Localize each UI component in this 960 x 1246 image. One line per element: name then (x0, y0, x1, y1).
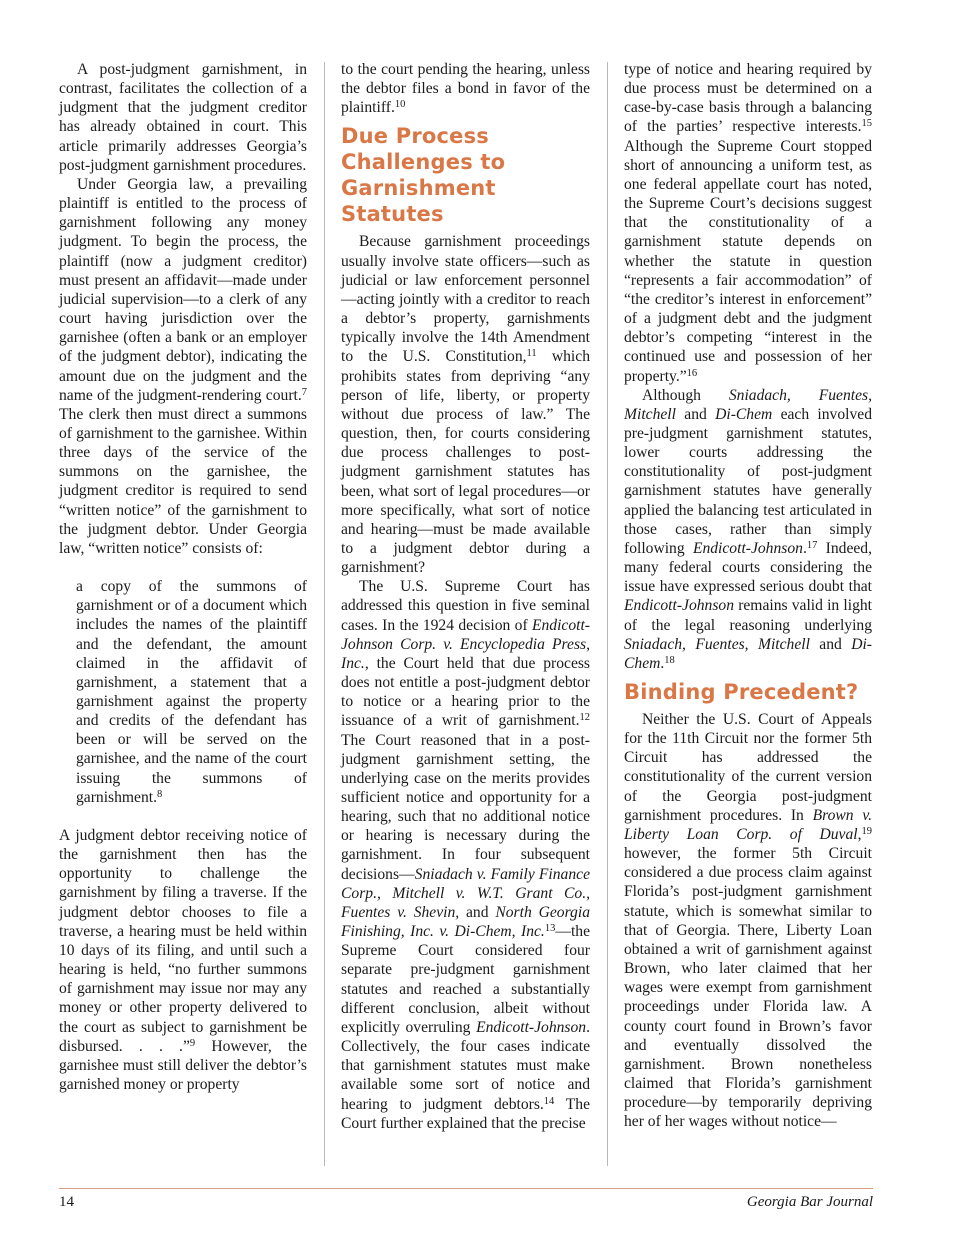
footnote-ref: 15 (861, 118, 872, 130)
column-divider (324, 62, 325, 1166)
paragraph: Neither the U.S. Court of Appeals for the 11th Circuit nor the former 5th Circuit has addressed the constitutionality of the current version of the Georgia post-judgment garnishment procedures. In Brown v. Liberty Loan Corp. of Duval,$^{19}$ however, the former 5th Circuit considered a due process claim against Florida’s post-judgment garnishment statute, which is somewhat similar to that of Georgia. There, Liberty Loan obtained a writ of garnishment against Brown, who later claimed that her wages were exempt from garnishment proceedings under Florida law. A county court found in Brown’s favor and eventually dissolved the garnishment. Brown nonetheless claimed that Florida’s garnishment procedure—by temporarily depriving her of her wages without notice— (624, 711, 872, 1131)
footnote-ref: 7 (301, 386, 307, 398)
paragraph: A post-judgment garnishment, in contrast, facilitates the collection of a judgment that the judgment creditor has already obtained in court. This article primarily addresses Georgia’s post-judgment garnishment procedures. (59, 61, 307, 174)
paragraph: Because garnishment proceedings usually involve state officers—such as judicial or law enforcement personnel—acting jointly with a creditor to reach a debtor’s property, garnishments typically involve the 14th Amendment to the U.S. Constitution,$^{11}$ which prohibits states from depriving “any person of life, liberty, or property without due process of law.” The question, then, for courts considering due process challenges to post-judgment garnishment statutes has been, what sort of legal procedures—or more specifically, what sort of notice and hearing—must be made available to a judgment debtor during a garnishment? (341, 233, 590, 577)
footnote-ref: 18 (664, 654, 675, 666)
journal-name: Georgia Bar Journal (746, 1194, 873, 1210)
column-1 (59, 60, 307, 1094)
paragraph: to the court pending the hearing, unless the debtor files a bond in favor of the plaintiff.$^{10}$ (341, 61, 590, 117)
column-3 (624, 60, 872, 1131)
column-2 (341, 60, 590, 1133)
case-name: Brown v. Liberty Loan Corp. of Duval (624, 806, 872, 843)
footnote-ref: 19 (861, 825, 872, 837)
section-heading: Due Process Challenges to Garnishment Statutes (341, 124, 506, 227)
footnote-ref: 14 (543, 1095, 555, 1107)
case-name: Di-Chem (715, 405, 773, 423)
case-name: North Georgia Finishing, Inc. v. Di-Chem, Inc. (341, 903, 590, 941)
footer-divider (59, 1188, 873, 1189)
footnote-ref: 11 (526, 348, 537, 360)
footnote-ref: 13 (544, 923, 556, 935)
case-name: Endicott-Johnson Corp. v. Encyclopedia Press, Inc. (341, 616, 590, 672)
case-name: Sniadach v. Family Finance Corp., Mitchell v. W.T. Grant Co., Fuentes v. Shevin, (341, 865, 590, 921)
case-name: Endicott-Johnson (692, 539, 803, 557)
case-name: Di-Chem (624, 635, 872, 672)
column-divider (607, 62, 608, 1166)
footnote-ref: 12 (579, 712, 590, 724)
paragraph: type of notice and hearing required by due process must be determined on a case-by-case basis through a balancing of the parties’ respective interests.$^{15}$ Although the Supreme Court stopped short of announcing a uniform test, as one federal appellate court has noted, the Supreme Court’s decisions suggest that the constitutionality of a garnishment statute depends on whether the statute in question “represents a fair accommodation” of “the creditor’s interest in enforcement” of a judgment debt and the judgment debtor’s competing “interest in the continued use and possession of her property.”$^{16}$ (624, 61, 872, 385)
case-name: Endicott-Johnson (624, 597, 735, 615)
paragraph: Under Georgia law, a prevailing plaintiff is entitled to the process of garnishment following any money judgment. To begin the process, the plaintiff (now a judgment creditor) must present an affidavit—made under judicial supervision—to a clerk of any court having jurisdiction over the garnishee (often a bank or an employer of the judgment debtor), indicating the amount due on the judgment and the name of the judgment-rendering court.$^7$ The clerk then must direct a summons of garnishment to the garnishee. Within three days of the service of the summons on the garnishee, the judgment creditor is required to send “written notice” of the garnishment to the judgment debtor. Under Georgia law, “written notice” consists of: (59, 175, 307, 557)
page-number: 14 (59, 1194, 74, 1210)
case-name: Sniadach, Fuentes, Mitchell (624, 635, 810, 653)
case-name: Sniadach, Fuentes, Mitchell (624, 386, 872, 423)
paragraph: Although Sniadach, Fuentes, Mitchell and Di-Chem each involved pre-judgment garnishment statutes, lower courts addressing the constitutionality of post-judgment garnishment statutes have generally applied the balancing test articulated in those cases, rather than simply following Endicott-Johnson.$^{17}$ Indeed, many federal courts considering the issue have expressed serious doubt that Endicott-Johnson remains valid in light of the legal reasoning underlying Sniadach, Fuentes, Mitchell and Di-Chem.$^{18}$ (624, 386, 872, 672)
case-name: Endicott-Johnson (476, 1018, 587, 1036)
paragraph: The U.S. Supreme Court has addressed this question in five seminal cases. In the 1924 decision of Endicott-Johnson Corp. v. Encyclopedia Press, Inc., the Court held that due process does not entitle a post-judgment debtor to notice or a hearing prior to the issuance of a writ of garnishment.$^{12}$ The Court reasoned that in a post-judgment garnishment setting, the underlying case on the merits provides sufficient notice and opportunity for a hearing, such that no additional notice or hearing is necessary during the garnishment. In four subsequent decisions—Sniadach v. Family Finance Corp., Mitchell v. W.T. Grant Co., Fuentes v. Shevin, and North Georgia Finishing, Inc. v. Di-Chem, Inc.$^{13}$—the Supreme Court considered four separate pre-judgment garnishment statutes and reached a substantially different conclusion, albeit without explicitly overruling Endicott-Johnson. Collectively, the four cases indicate that garnishment statutes must make available some sort of notice and hearing to judgment debtors.$^{14}$ The Court further explained that the precise (341, 578, 590, 1132)
footnote-ref: 16 (686, 367, 698, 379)
footnote-ref: 9 (189, 1037, 196, 1049)
footnote-ref: 10 (394, 99, 406, 111)
paragraph: A judgment debtor receiving notice of the garnishment then has the opportunity to challenge the garnishment by filing a traverse. If the judgment debtor chooses to file a traverse, a hearing must be held within 10 days of its filing, and until such a hearing is held, “no further summons of garnishment may issue nor may any money or other property delivered to the court as subject to garnishment be disbursed. . . .”$^9$ However, the garnishee must still deliver the debtor’s garnished money or property (59, 826, 307, 1093)
footnote-ref: 17 (806, 539, 818, 551)
section-heading: Binding Precedent? (624, 680, 859, 704)
block-quote: a copy of the summons of garnishment or of a document which includes the names of the plaintiff and the defendant, the amount claimed in the affidavit of garnishment, a statement that a garnishment against the property and credits of the defendant has been or will be served on the garnishee, and the name of the court issuing the summons of garnishment.$^8$ (76, 578, 307, 806)
footnote-ref: 8 (156, 788, 163, 800)
